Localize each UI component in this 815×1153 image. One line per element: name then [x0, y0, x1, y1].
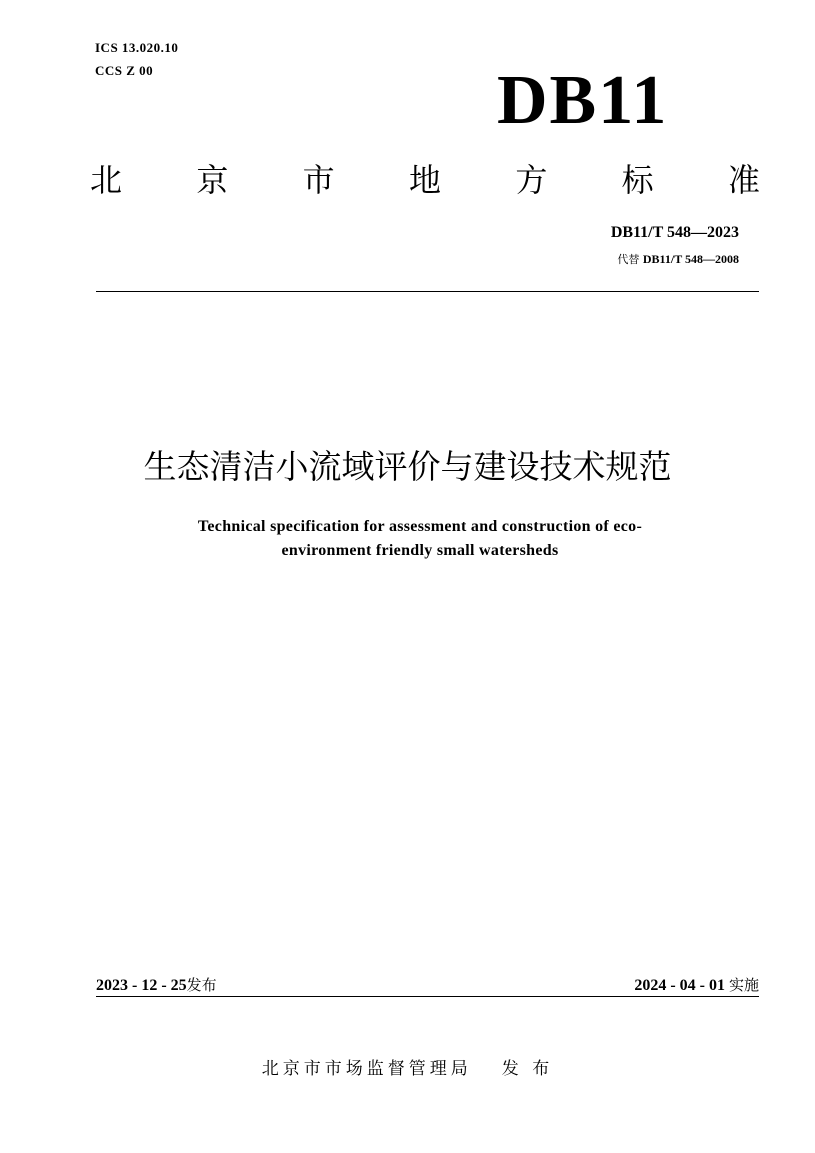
- issuer-line: [0, 1054, 815, 1079]
- standard-category: [90, 160, 760, 200]
- issuer-action: 发 布: [501, 1059, 554, 1079]
- english-title-line-1: Technical specification for assessment and construction of eco-: [197, 518, 643, 535]
- replaces-label: 代替: [617, 253, 640, 266]
- category-char: 市: [302, 161, 335, 199]
- footer-divider: [96, 996, 759, 997]
- category-char: 准: [727, 161, 760, 199]
- category-char: 京: [196, 161, 229, 199]
- standard-code: DB11/T 548—2023: [610, 224, 739, 241]
- replaces-note: [617, 251, 739, 267]
- publish-date: 2023 - 12 - 25: [96, 977, 187, 994]
- english-title-line-2: environment friendly small watersheds: [281, 542, 559, 559]
- category-char: 地: [408, 161, 441, 199]
- implement-label: 实施: [728, 976, 759, 994]
- db11-logo: DB11: [497, 62, 669, 139]
- publish-label: 发布: [186, 976, 217, 994]
- ics-code: ICS 13.020.10: [95, 40, 179, 55]
- category-char: 方: [515, 161, 548, 199]
- english-title: [110, 515, 730, 563]
- category-char: 标: [621, 161, 654, 199]
- issuer-name: 北京市市场监督管理局: [261, 1059, 472, 1079]
- ccs-code: CCS Z 00: [95, 63, 154, 78]
- implement-date-block: [634, 974, 759, 995]
- chinese-title: 生态清洁小流域评价与建设技术规范: [143, 447, 672, 486]
- header-divider: [96, 291, 759, 292]
- category-char: 北: [90, 161, 123, 199]
- publish-date-block: [96, 974, 217, 995]
- replaces-code: DB11/T 548—2008: [642, 252, 739, 266]
- implement-date: 2024 - 04 - 01: [634, 977, 725, 994]
